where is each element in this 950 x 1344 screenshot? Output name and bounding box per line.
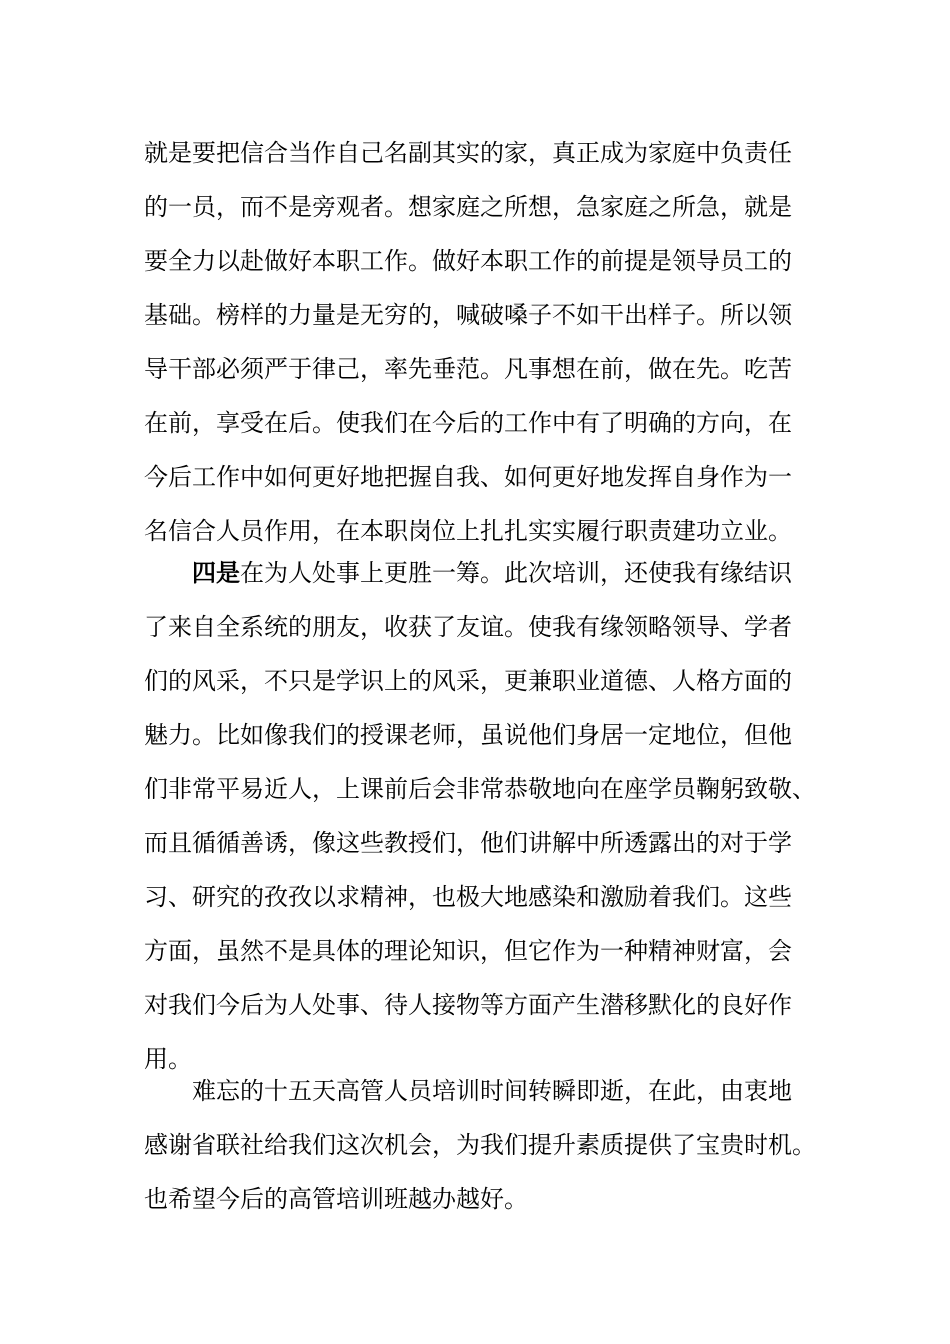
text-line: 今后工作中如何更好地把握自我、如何更好地发挥自身作为一 <box>144 463 792 491</box>
paragraph-lead: 四是 <box>192 558 240 587</box>
text-line: 名信合人员作用，在本职岗位上扎扎实实履行职责建功立业。 <box>144 517 792 545</box>
text-line: 也希望今后的高管培训班越办越好。 <box>144 1185 528 1213</box>
text-line: 而且循循善诱，像这些教授们，他们讲解中所透露出的对于学 <box>144 829 792 857</box>
paragraph-1 <box>144 126 814 558</box>
text-line: 们非常平易近人，上课前后会非常恭敬地向在座学员鞠躬致敬、 <box>144 775 816 803</box>
text-line: 在前，享受在后。使我们在今后的工作中有了明确的方向，在 <box>144 409 792 437</box>
text-line: 导干部必须严于律己，率先垂范。凡事想在前，做在先。吃苦 <box>144 355 792 383</box>
text-line-first <box>144 546 814 600</box>
text-line: 对我们今后为人处事、待人接物等方面产生潜移默化的良好作 <box>144 991 792 1019</box>
text-line: 方面，虽然不是具体的理论知识，但它作为一种精神财富，会 <box>144 937 792 965</box>
text-line: 基础。榜样的力量是无穷的，喊破嗓子不如干出样子。所以领 <box>144 301 792 329</box>
paragraph-3 <box>144 1064 814 1226</box>
text-line: 感谢省联社给我们这次机会，为我们提升素质提供了宝贵时机。 <box>144 1131 816 1159</box>
text-line-rest: 在为人处事上更胜一筹。此次培训，还使我有缘结识 <box>240 559 792 587</box>
text-line: 们的风采，不只是学识上的风采，更兼职业道德、人格方面的 <box>144 667 792 695</box>
paragraph-2 <box>144 546 814 1086</box>
text-line: 的一员，而不是旁观者。想家庭之所想，急家庭之所急，就是 <box>144 193 792 221</box>
text-line: 了来自全系统的朋友，收获了友谊。使我有缘领略领导、学者 <box>144 613 792 641</box>
text-line: 魅力。比如像我们的授课老师，虽说他们身居一定地位，但他 <box>144 721 792 749</box>
text-line: 就是要把信合当作自己名副其实的家，真正成为家庭中负责任 <box>144 139 792 167</box>
text-line: 用。 <box>144 1045 192 1073</box>
text-line: 习、研究的孜孜以求精神，也极大地感染和激励着我们。这些 <box>144 883 792 911</box>
text-line: 要全力以赴做好本职工作。做好本职工作的前提是领导员工的 <box>144 247 792 275</box>
text-line: 难忘的十五天高管人员培训时间转瞬即逝，在此，由衷地 <box>192 1077 792 1105</box>
